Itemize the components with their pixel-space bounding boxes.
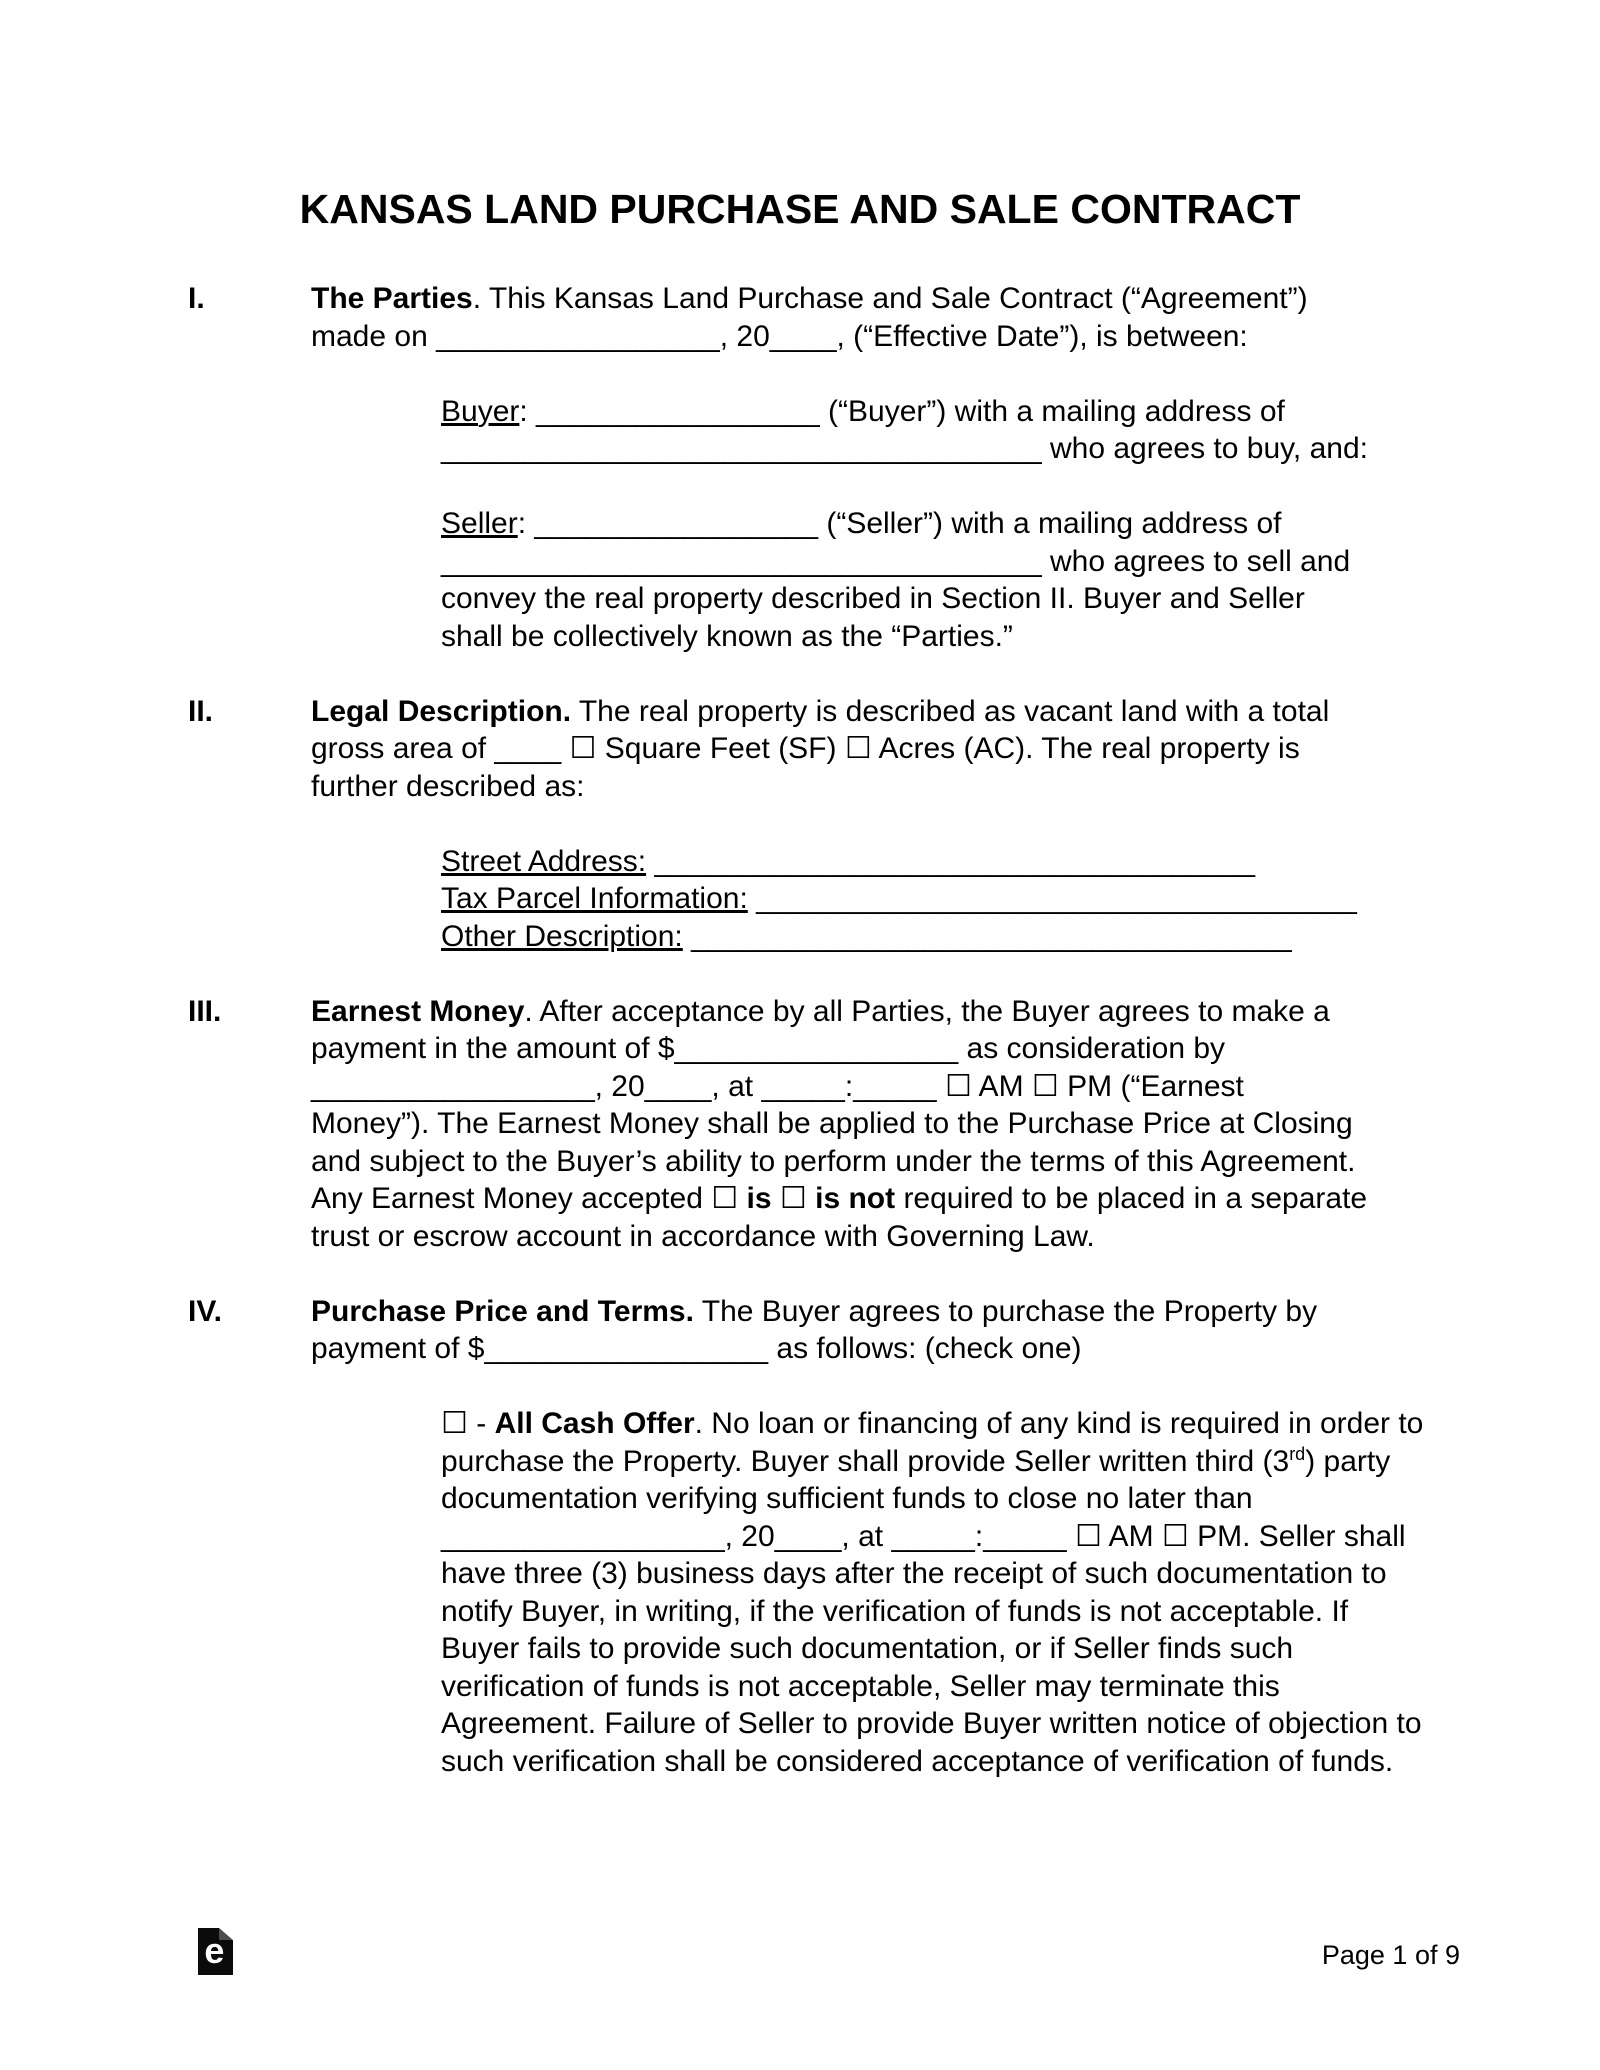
- text-run: made on _________________, 20____, (“Effective Date”), is between:: [311, 319, 1248, 353]
- text-run: gross area of ____: [311, 732, 570, 765]
- text-run: : _________________ (“Buyer”) with a mailing address of: [519, 394, 1285, 428]
- text-run: and subject to the Buyer’s ability to perform under the terms of this Agreement.: [311, 1144, 1356, 1178]
- text-line: [441, 1405, 1424, 1443]
- text-line: [311, 693, 1412, 731]
- page-number: Page 1 of 9: [1321, 1940, 1460, 1970]
- checkbox-icon: ☐: [441, 1407, 468, 1440]
- checkbox-icon: ☐: [1161, 1519, 1189, 1553]
- section-content: [311, 280, 1412, 655]
- paragraph-block: [311, 693, 1412, 806]
- text-run: Buyer fails to provide such documentation, or if Seller finds such: [441, 1632, 1294, 1665]
- text-run: PM. Seller shall: [1188, 1519, 1406, 1553]
- text-line: [311, 768, 1412, 806]
- text-run: ____________________________________: [747, 882, 1357, 915]
- text-line: [311, 280, 1412, 318]
- contract-section: [188, 693, 1412, 956]
- text-run: _________________, 20____, at _____:_____: [441, 1519, 1075, 1553]
- text-line: [441, 1518, 1412, 1556]
- contract-section: [188, 1293, 1424, 1781]
- text-run: -: [467, 1407, 495, 1440]
- text-run: ____________________________________: [682, 919, 1292, 953]
- checkbox-icon: ☐: [1074, 1519, 1102, 1553]
- text-line: [311, 993, 1412, 1031]
- section-numeral: I.: [188, 282, 205, 315]
- text-line: [441, 505, 1412, 543]
- section-content: [311, 693, 1412, 956]
- text-run: rd: [1289, 1443, 1306, 1464]
- text-line: [441, 618, 1412, 656]
- section-content: [311, 993, 1412, 1256]
- text-run: . This Kansas Land Purchase and Sale Contract (“Agreement”): [472, 282, 1308, 315]
- text-line: [311, 730, 1412, 768]
- underlined-label: Other Description:: [441, 919, 683, 953]
- text-line: [441, 1743, 1412, 1781]
- text-line: [441, 393, 1412, 431]
- underlined-label: Buyer: [441, 394, 520, 428]
- text-run: shall be collectively known as the “Parties.”: [441, 619, 1013, 653]
- text-run: is not: [815, 1182, 896, 1215]
- text-run: payment in the amount of $_________________ as consideration by: [311, 1032, 1226, 1065]
- text-run: Legal Description.: [311, 694, 572, 728]
- section-content: [311, 1293, 1424, 1781]
- text-run: AM: [1101, 1519, 1162, 1553]
- checkbox-icon: ☐: [944, 1069, 972, 1103]
- text-line: [441, 1668, 1412, 1706]
- checkbox-icon: ☐: [1031, 1069, 1059, 1103]
- text-run: [772, 1182, 780, 1215]
- text-line: [311, 1143, 1412, 1181]
- text-line: [441, 880, 1412, 918]
- document-title: KANSAS LAND PURCHASE AND SALE CONTRACT: [299, 186, 1301, 232]
- eforms-logo: [198, 1928, 233, 1975]
- text-run: Agreement. Failure of Seller to provide Buyer written notice of objection to: [441, 1707, 1422, 1740]
- paragraph-block: [441, 505, 1412, 655]
- text-run: trust or escrow account in accordance with Governing Law.: [311, 1219, 1095, 1253]
- paragraph-block: [441, 1405, 1424, 1780]
- checkbox-icon: ☐: [711, 1182, 739, 1215]
- underlined-label: Street Address:: [441, 844, 647, 878]
- checkbox-icon: ☐: [844, 732, 872, 765]
- text-line: [311, 1330, 1412, 1368]
- text-run: . After acceptance by all Parties, the Buyer agrees to make a: [524, 994, 1330, 1028]
- section-numeral: II.: [188, 694, 214, 728]
- paragraph-block: [311, 280, 1412, 355]
- contract-section: [188, 280, 1412, 655]
- paragraph-block: [311, 1293, 1412, 1368]
- paragraph-block: [311, 993, 1412, 1256]
- checkbox-icon: ☐: [569, 732, 597, 765]
- text-run: ____________________________________ who agrees to buy, and:: [441, 432, 1368, 465]
- text-line: [311, 1030, 1412, 1068]
- paragraph-block: [441, 393, 1412, 468]
- paragraph-block: [441, 843, 1412, 956]
- text-line: [441, 580, 1412, 618]
- text-run: Any Earnest Money accepted: [311, 1182, 712, 1215]
- text-run: documentation verifying sufficient funds to close no later than: [441, 1482, 1253, 1515]
- text-run: such verification shall be considered acceptance of verification of funds.: [441, 1744, 1394, 1778]
- text-run: further described as:: [311, 769, 585, 803]
- text-line: [441, 918, 1412, 956]
- text-line: [311, 1293, 1412, 1331]
- contract-section: [188, 993, 1412, 1256]
- sections-container: [188, 280, 1424, 1780]
- text-line: [441, 1593, 1412, 1631]
- text-run: ____________________________________ who agrees to sell and: [441, 544, 1351, 578]
- text-line: [441, 1480, 1412, 1518]
- checkbox-icon: ☐: [779, 1182, 807, 1215]
- underlined-label: Seller: [441, 507, 518, 540]
- text-line: [441, 1443, 1412, 1481]
- section-numeral: IV.: [188, 1294, 222, 1328]
- text-run: required to be placed in a separate: [895, 1182, 1368, 1215]
- text-run: notify Buyer, in writing, if the verification of funds is not acceptable. If: [441, 1594, 1349, 1628]
- text-line: [441, 430, 1412, 468]
- text-run: Purchase Price and Terms.: [311, 1294, 694, 1328]
- text-run: _________________, 20____, at _____:_____: [311, 1069, 945, 1103]
- logo-letter: e: [204, 1930, 225, 1971]
- text-run: [807, 1182, 815, 1215]
- text-run: AM: [971, 1069, 1032, 1103]
- text-run: is: [746, 1182, 772, 1215]
- text-run: . No loan or financing of any kind is required in order to: [694, 1407, 1424, 1440]
- text-run: : _________________ (“Seller”) with a mailing address of: [517, 507, 1282, 540]
- text-line: [441, 1555, 1412, 1593]
- text-run: ) party: [1305, 1444, 1391, 1478]
- text-run: The real property is described as vacant land with a total: [571, 694, 1330, 728]
- text-run: Square Feet (SF): [596, 732, 845, 765]
- text-run: Money”). The Earnest Money shall be applied to the Purchase Price at Closing: [311, 1107, 1353, 1140]
- text-run: have three (3) business days after the receipt of such documentation to: [441, 1557, 1387, 1590]
- text-line: [441, 1630, 1412, 1668]
- text-run: Earnest Money: [311, 994, 525, 1028]
- text-run: payment of $_________________ as follows: (check one): [311, 1332, 1082, 1365]
- text-line: [311, 1218, 1412, 1256]
- text-run: ____________________________________: [646, 844, 1256, 878]
- text-run: PM (“Earnest: [1058, 1069, 1244, 1103]
- text-run: The Parties: [311, 282, 473, 315]
- text-run: All Cash Offer: [494, 1407, 695, 1440]
- text-line: [311, 1068, 1412, 1106]
- text-run: verification of funds is not acceptable, Seller may terminate this: [441, 1669, 1280, 1703]
- text-line: [441, 843, 1412, 881]
- text-line: [441, 1705, 1422, 1743]
- text-run: purchase the Property. Buyer shall provide Seller written third (3: [441, 1444, 1290, 1478]
- text-line: [311, 1180, 1412, 1218]
- text-run: Acres (AC). The real property is: [871, 732, 1300, 765]
- text-line: [441, 543, 1412, 581]
- text-line: [311, 1105, 1412, 1143]
- text-run: convey the real property described in Section II. Buyer and Seller: [441, 582, 1305, 615]
- underlined-label: Tax Parcel Information:: [441, 882, 748, 915]
- section-numeral: III.: [188, 994, 222, 1028]
- text-run: The Buyer agrees to purchase the Property by: [693, 1294, 1318, 1328]
- text-line: [311, 318, 1412, 356]
